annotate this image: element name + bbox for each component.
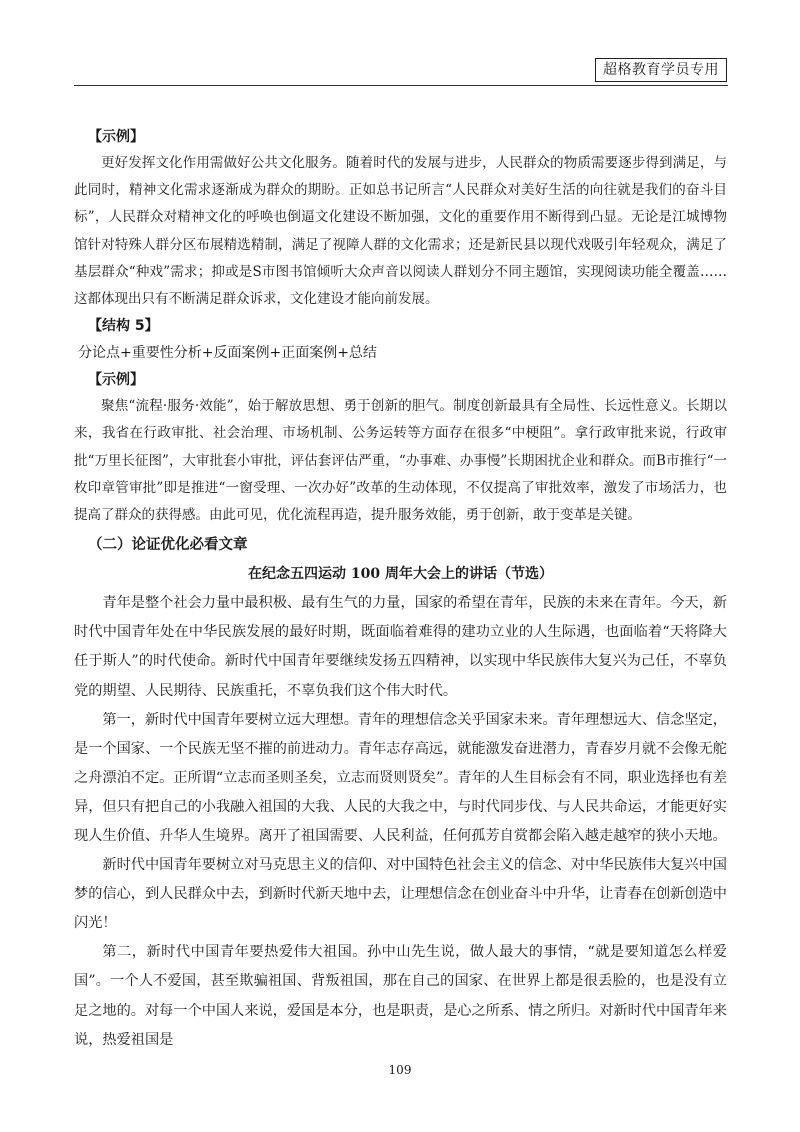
page-content (74, 124, 727, 1055)
structure-label: 【结构 5】 (88, 318, 159, 335)
article-paragraph: 第二，新时代中国青年要热爱伟大祖国。孙中山先生说，做人最大的事情，“就是要知道怎么样爱国”。一个人不爱国，甚至欺骗祖国、背叛祖国，那在自己的国家、在世界上都是很丢脸的，也是没有立足之地的。对每一个中国人来说，爱国是本分，也是职责，是心之所系、情之所归。对新时代中国青年来说，热爱祖国是 (74, 944, 727, 1048)
article-paragraph: 新时代中国青年要树立对马克思主义的信仰、对中国特色社会主义的信念、对中华民族伟大复兴中国梦的信心，到人民群众中去，到新时代新天地中去，让理想信念在创业奋斗中升华，让青春在创新创造中闪光！ (74, 857, 727, 932)
example-label: 【示例】 (88, 129, 144, 145)
article-paragraph: 第一，新时代中国青年要树立远大理想。青年的理想信念关乎国家未来。青年理想远大、信念坚定，是一个国家、一个民族无坚不摧的前进动力。青年志存高远，就能激发奋进潜力，青春岁月就不会像无舵之舟漂泊不定。正所谓“立志而圣则圣矣，立志而贤则贤矣”。青年的人生目标会有不同，职业选择也有差异，但只有把自己的小我融入祖国的大我、人民的大我之中，与时代同步伐、与人民共命运，才能更好实现人生价值、升华人生境界。离开了祖国需要、人民利益，任何孤芳自赏都会陷入越走越窄的狭小天地。 (74, 711, 727, 844)
example-paragraph: 更好发挥文化作用需做好公共文化服务。随着时代的发展与进步，人民群众的物质需要逐步得到满足，与此同时，精神文化需求逐渐成为群众的期盼。正如总书记所言“人民群众对美好生活的向往就是我们的奋斗目标”，人民群众对精神文化的呼唤也倒逼文化建设不断加强，文化的重要作用不断得到凸显。无论是江城博物馆针对特殊人群分区布展精选精制，满足了视障人群的文化需求；还是新民县以现代戏吸引年轻观众，满足了基层群众“种戏”需求；抑或是S市图书馆倾听大众声音以阅读人群划分不同主题馆，实现阅读功能全覆盖……这都体现出只有不断满足群众诉求，文化建设才能向前发展。 (74, 155, 727, 308)
header-rule (74, 85, 728, 86)
structure-text: 分论点+重要性分析+反面案例+正面案例+总结 (78, 345, 377, 362)
article-paragraph: 青年是整个社会力量中最积极、最有生气的力量，国家的希望在青年，民族的未来在青年。今天，新时代中国青年处在中华民族发展的最好时期，既面临着难得的建功立业的人生际遇，也面临着“天将降大任于斯人”的时代使命。新时代中国青年要继续发扬五四精神，以实现中华民族伟大复兴为己任，不辜负党的期望、人民期待、民族重托，不辜负我们这个伟大时代。 (74, 595, 727, 699)
header-badge: 超格教育学员专用 (595, 58, 727, 82)
article-title: 在纪念五四运动 100 周年大会上的讲话（节选） (248, 566, 553, 583)
example-label: 【示例】 (88, 372, 144, 389)
example-paragraph: 聚焦“流程·服务·效能”，始于解放思想、勇于创新的胆气。制度创新最具有全局性、长远性意义。长期以来，我省在行政审批、社会治理、市场机制、公务运转等方面存在很多“中梗阻”。拿行政审批来说，行政审批“万里长征图”，大审批套小审批，评估套评估严重，“办事难、办事慢”长期困扰企业和群众。而B市推行“一枚印章管审批”即是推进“一窗受理、一次办好”改革的生动体现，不仅提高了审批效率，激发了市场活力，也提高了群众的获得感。由此可见，优化流程再造，提升服务效能，勇于创新，敢于变革是关键。 (74, 398, 727, 524)
page-number: 109 (388, 1063, 412, 1077)
section-subheading: （二）论证优化必看文章 (88, 537, 248, 554)
